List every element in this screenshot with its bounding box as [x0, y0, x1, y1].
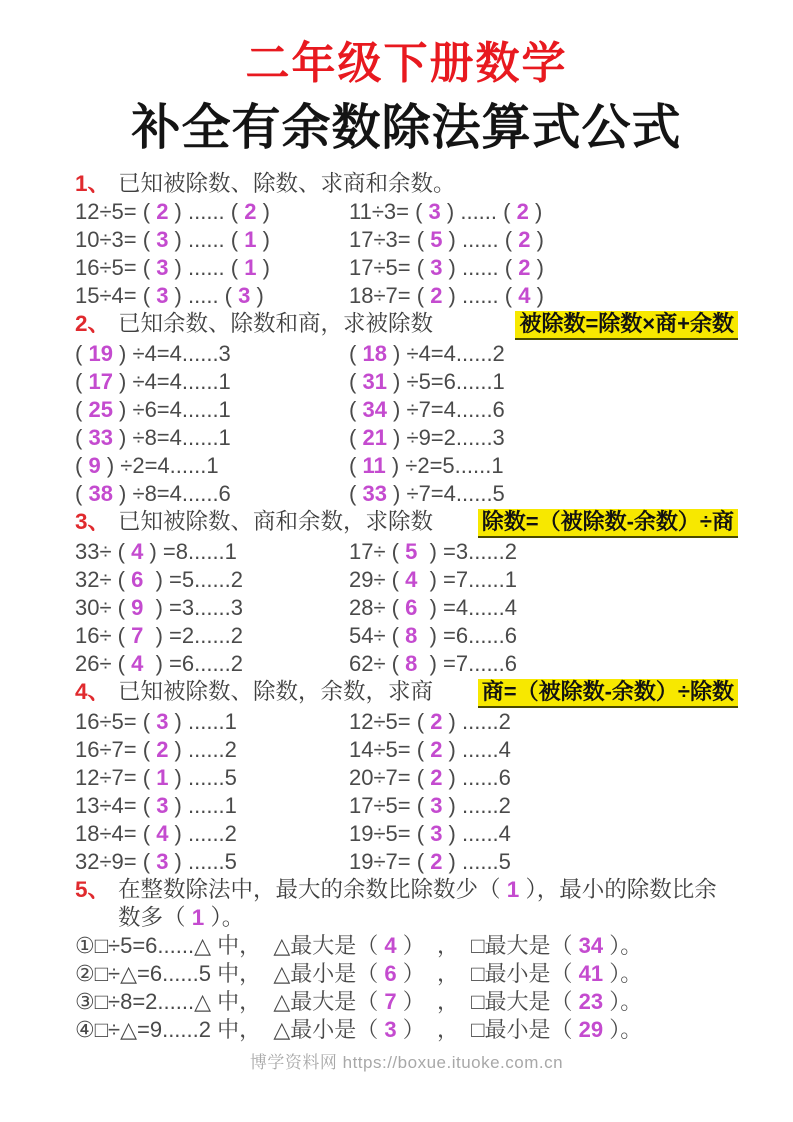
equation-left: 18÷4= ( 4 ) ......2 [75, 821, 237, 847]
equation-row [75, 848, 738, 876]
section-heading: 已知余数、除数和商，求被除数 [118, 311, 434, 337]
fill-blank-item: ③□÷8=2......△ 中， △最大是（ 7 ） ， □最大是（ 23 ）。 [75, 989, 643, 1015]
equation-right: ( 31 ) ÷5=6......1 [349, 369, 505, 395]
answer-number: 7 [384, 989, 397, 1015]
equation-right: ( 34 ) ÷7=4......6 [349, 397, 505, 423]
section-header [75, 310, 738, 340]
equation-right: 19÷7= ( 2 ) ......5 [349, 849, 511, 875]
answer-number: 1 [244, 255, 257, 281]
section-number: 4、 [75, 679, 111, 705]
answer-number: 1 [506, 877, 520, 903]
answer-number: 2 [430, 737, 443, 763]
answer-number: 3 [156, 255, 169, 281]
fill-blank-item: ②□÷△=6......5 中， △最小是（ 6 ） ， □最小是（ 41 ）。 [75, 961, 643, 987]
answer-number: 29 [578, 1017, 604, 1043]
answer-number: 7 [131, 623, 144, 649]
equation-left: 16÷5= ( 3 ) ......1 [75, 709, 237, 735]
equation-row [75, 340, 738, 368]
equation-right: 17÷5= ( 3 ) ......2 [349, 793, 511, 819]
equation-left: 10÷3= ( 3 ) ...... ( 1 ) [75, 227, 270, 253]
equation-right: 28÷ ( 6 ) =4......4 [349, 595, 518, 621]
equation-row [75, 566, 738, 594]
equation-left: 26÷ ( 4 ) =6......2 [75, 651, 244, 677]
section-header [75, 508, 738, 538]
equation-row [75, 736, 738, 764]
formula-highlight: 商=（被除数-余数）÷除数 [478, 679, 738, 708]
equation-left: 32÷9= ( 3 ) ......5 [75, 849, 237, 875]
answer-number: 2 [156, 199, 169, 225]
equation-row [75, 708, 738, 736]
answer-number: 23 [578, 989, 604, 1015]
section-header [75, 170, 738, 198]
footer-watermark: 博学资料网 https://boxue.ituoke.com.cn [249, 1053, 564, 1073]
section-header [75, 678, 738, 708]
section-header [75, 876, 738, 932]
fill-blank-items [75, 932, 738, 1044]
answer-number: 3 [156, 793, 169, 819]
answer-number: 33 [88, 425, 113, 451]
equation-row [75, 452, 738, 480]
answer-number: 34 [578, 933, 604, 959]
equation-left: ( 9 ) ÷2=4......1 [75, 453, 219, 479]
answer-number: 2 [430, 765, 443, 791]
answer-number: 5 [430, 227, 443, 253]
section-number: 2、 [75, 311, 111, 337]
answer-number: 3 [428, 199, 441, 225]
equation-row [75, 538, 738, 566]
answer-number: 31 [362, 369, 387, 395]
answer-number: 17 [88, 369, 113, 395]
equation-left: 13÷4= ( 3 ) ......1 [75, 793, 237, 819]
equation-rows [75, 538, 738, 678]
equation-right: 29÷ ( 4 ) =7......1 [349, 567, 518, 593]
equation-right: 20÷7= ( 2 ) ......6 [349, 765, 511, 791]
equation-right: ( 11 ) ÷2=5......1 [349, 453, 504, 479]
answer-number: 34 [362, 397, 387, 423]
answer-number: 21 [362, 425, 387, 451]
answer-number: 6 [405, 595, 418, 621]
answer-number: 4 [518, 283, 531, 309]
answer-number: 9 [88, 453, 101, 479]
section-1 [75, 170, 738, 310]
answer-number: 9 [131, 595, 144, 621]
equation-left: ( 38 ) ÷8=4......6 [75, 481, 231, 507]
equation-row [75, 396, 738, 424]
answer-number: 6 [131, 567, 144, 593]
equation-row [75, 650, 738, 678]
answer-number: 1 [191, 905, 205, 931]
section-heading: 已知被除数、除数、求商和余数。 [118, 171, 456, 197]
equation-row [75, 368, 738, 396]
answer-number: 5 [405, 539, 418, 565]
answer-number: 38 [88, 481, 113, 507]
equation-right: ( 21 ) ÷9=2......3 [349, 425, 505, 451]
answer-number: 3 [238, 283, 251, 309]
fill-blank-item: ①□÷5=6......△ 中， △最大是（ 4 ） ， □最大是（ 34 ）。 [75, 933, 643, 959]
equation-rows [75, 198, 738, 310]
answer-number: 11 [362, 453, 386, 479]
equation-right: 17÷5= ( 3 ) ...... ( 2 ) [349, 255, 544, 281]
answer-number: 2 [244, 199, 257, 225]
equation-rows [75, 340, 738, 508]
equation-left: 16÷7= ( 2 ) ......2 [75, 737, 237, 763]
equation-row [75, 480, 738, 508]
equation-left: ( 25 ) ÷6=4......1 [75, 397, 231, 423]
answer-number: 3 [156, 227, 169, 253]
answer-number: 25 [88, 397, 113, 423]
answer-number: 2 [518, 227, 531, 253]
equation-right: 62÷ ( 8 ) =7......6 [349, 651, 518, 677]
answer-number: 2 [430, 849, 443, 875]
equation-row [75, 764, 738, 792]
equation-rows [75, 708, 738, 876]
answer-number: 3 [156, 709, 169, 735]
equation-row [75, 424, 738, 452]
equation-left: 12÷7= ( 1 ) ......5 [75, 765, 237, 791]
section-5 [75, 876, 738, 1044]
equation-right: ( 18 ) ÷4=4......2 [349, 341, 505, 367]
section-number: 1、 [75, 171, 111, 197]
answer-number: 3 [430, 793, 443, 819]
page-title: 补全有余数除法算式公式 [131, 101, 682, 156]
answer-number: 2 [156, 737, 169, 763]
equation-row [75, 622, 738, 650]
answer-number: 8 [405, 623, 418, 649]
equation-right: 11÷3= ( 3 ) ...... ( 2 ) [349, 199, 543, 225]
section-number: 3、 [75, 509, 111, 535]
answer-number: 4 [156, 821, 169, 847]
equation-right: 54÷ ( 8 ) =6......6 [349, 623, 518, 649]
answer-number: 2 [430, 709, 443, 735]
answer-number: 18 [362, 341, 387, 367]
grade-title: 二年级下册数学 [245, 39, 568, 88]
equation-left: 32÷ ( 6 ) =5......2 [75, 567, 244, 593]
equation-left: 30÷ ( 9 ) =3......3 [75, 595, 244, 621]
answer-number: 41 [578, 961, 604, 987]
equation-right: 17÷3= ( 5 ) ...... ( 2 ) [349, 227, 544, 253]
answer-number: 2 [516, 199, 529, 225]
equation-left: 33÷ ( 4 ) =8......1 [75, 539, 237, 565]
equation-row [75, 226, 738, 254]
section-2 [75, 310, 738, 508]
answer-number: 2 [430, 283, 443, 309]
answer-number: 1 [244, 227, 257, 253]
equation-right: 17÷ ( 5 ) =3......2 [349, 539, 518, 565]
answer-number: 4 [131, 539, 144, 565]
answer-number: 4 [131, 651, 144, 677]
equation-left: ( 33 ) ÷8=4......1 [75, 425, 231, 451]
section-4 [75, 678, 738, 876]
section-heading: 在整数除法中，最大的余数比除数少（ 1 ），最小的除数比余数多（ 1 ）。 [118, 877, 717, 931]
formula-highlight: 被除数=除数×商+余数 [515, 311, 738, 340]
answer-number: 3 [156, 283, 169, 309]
equation-row [75, 198, 738, 226]
section-heading: 已知被除数、商和余数，求除数 [118, 509, 434, 535]
answer-number: 3 [430, 821, 443, 847]
answer-number: 3 [430, 255, 443, 281]
equation-row [75, 282, 738, 310]
equation-left: 16÷ ( 7 ) =2......2 [75, 623, 244, 649]
equation-right: 18÷7= ( 2 ) ...... ( 4 ) [349, 283, 544, 309]
equation-left: 12÷5= ( 2 ) ...... ( 2 ) [75, 199, 270, 225]
answer-number: 33 [362, 481, 387, 507]
section-3 [75, 508, 738, 678]
answer-number: 4 [405, 567, 418, 593]
fill-blank-item: ④□÷△=9......2 中， △最小是（ 3 ） ， □最小是（ 29 ）。 [75, 1017, 643, 1043]
equation-row [75, 820, 738, 848]
section-number: 5、 [75, 877, 111, 903]
sections-container [75, 170, 738, 1044]
answer-number: 3 [156, 849, 169, 875]
equation-left: 16÷5= ( 3 ) ...... ( 1 ) [75, 255, 270, 281]
section-heading: 已知被除数、除数，余数，求商 [118, 679, 434, 705]
answer-number: 19 [88, 341, 113, 367]
equation-row [75, 254, 738, 282]
answer-number: 8 [405, 651, 418, 677]
answer-number: 3 [384, 1017, 397, 1043]
equation-right: 12÷5= ( 2 ) ......2 [349, 709, 511, 735]
equation-right: ( 33 ) ÷7=4......5 [349, 481, 505, 507]
equation-right: 14÷5= ( 2 ) ......4 [349, 737, 511, 763]
equation-left: ( 19 ) ÷4=4......3 [75, 341, 231, 367]
formula-highlight: 除数=（被除数-余数）÷商 [478, 509, 738, 538]
equation-left: ( 17 ) ÷4=4......1 [75, 369, 231, 395]
answer-number: 1 [156, 765, 169, 791]
equation-row [75, 594, 738, 622]
equation-right: 19÷5= ( 3 ) ......4 [349, 821, 511, 847]
answer-number: 2 [518, 255, 531, 281]
equation-row [75, 792, 738, 820]
equation-left: 15÷4= ( 3 ) ..... ( 3 ) [75, 283, 264, 309]
answer-number: 6 [384, 961, 397, 987]
answer-number: 4 [384, 933, 397, 959]
